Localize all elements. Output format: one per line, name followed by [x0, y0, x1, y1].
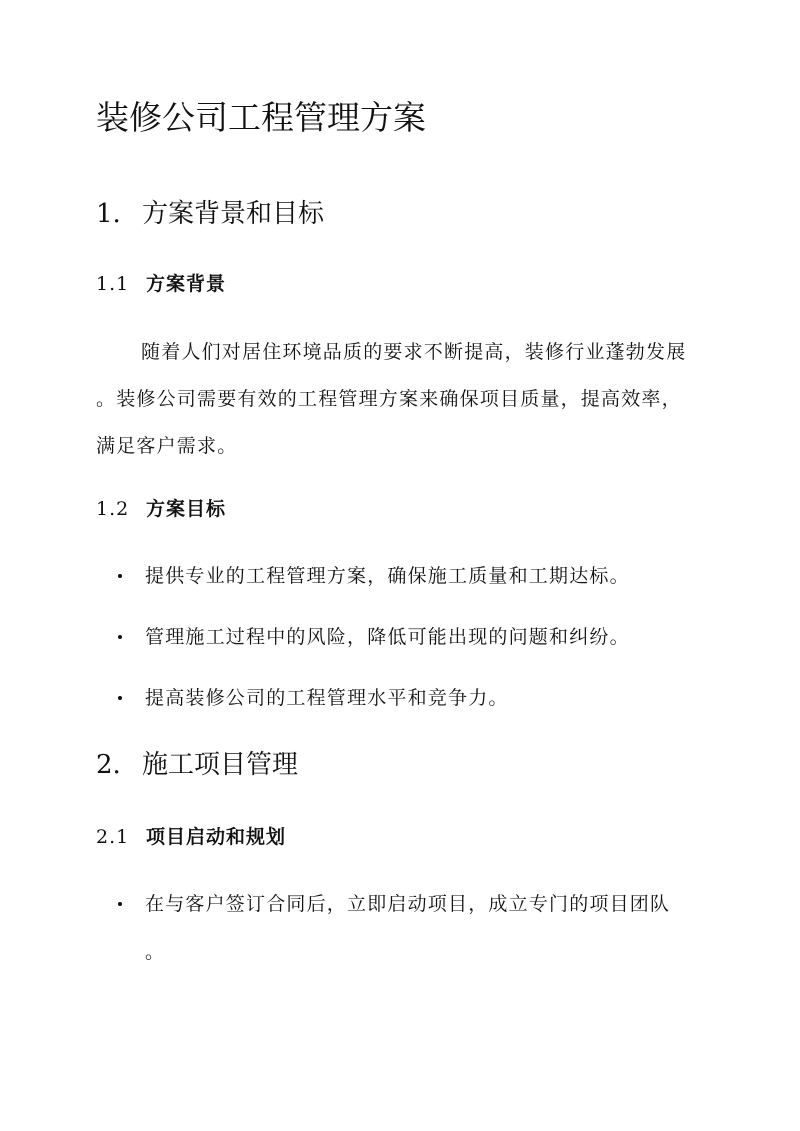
subsection-1-1-title: 方案背景 [146, 273, 227, 295]
paragraph-line: 满足客户需求。 [96, 435, 238, 457]
subsection-2-1-heading [96, 824, 286, 850]
list-item-text-continued: 。 [145, 941, 166, 963]
section-1-number: 1. [96, 199, 121, 229]
bullet-icon [118, 635, 122, 639]
section-2-heading [96, 748, 298, 782]
paragraph-line: 随着人们对居住环境品质的要求不断提高，装修行业蓬勃发展 [141, 341, 687, 363]
bullet-icon [118, 902, 122, 906]
bullet-icon [118, 574, 122, 578]
subsection-2-1-title: 项目启动和规划 [146, 826, 287, 848]
section-1-heading [96, 197, 324, 231]
section-1-title: 方案背景和目标 [142, 199, 325, 229]
section-2-number: 2. [96, 750, 121, 780]
bullet-icon [118, 696, 122, 700]
list-item-text: 管理施工过程中的风险，降低可能出现的问题和纠纷。 [145, 626, 630, 648]
list-item-text: 在与客户签订合同后，立即启动项目，成立专门的项目团队 [145, 893, 671, 915]
subsection-2-1-number: 2.1 [96, 826, 130, 848]
subsection-1-2-title: 方案目标 [146, 498, 227, 520]
subsection-1-1-number: 1.1 [96, 273, 130, 295]
list-item-text: 提高装修公司的工程管理水平和竞争力。 [145, 687, 509, 709]
subsection-1-2-heading [96, 496, 226, 522]
document-title: 装修公司工程管理方案 [96, 98, 426, 137]
section-2-title: 施工项目管理 [142, 750, 299, 780]
subsection-1-1-heading [96, 271, 226, 297]
paragraph-line: 。装修公司需要有效的工程管理方案来确保项目质量，提高效率， [96, 388, 682, 410]
subsection-1-2-number: 1.2 [96, 498, 130, 520]
list-item-text: 提供专业的工程管理方案，确保施工质量和工期达标。 [145, 565, 630, 587]
